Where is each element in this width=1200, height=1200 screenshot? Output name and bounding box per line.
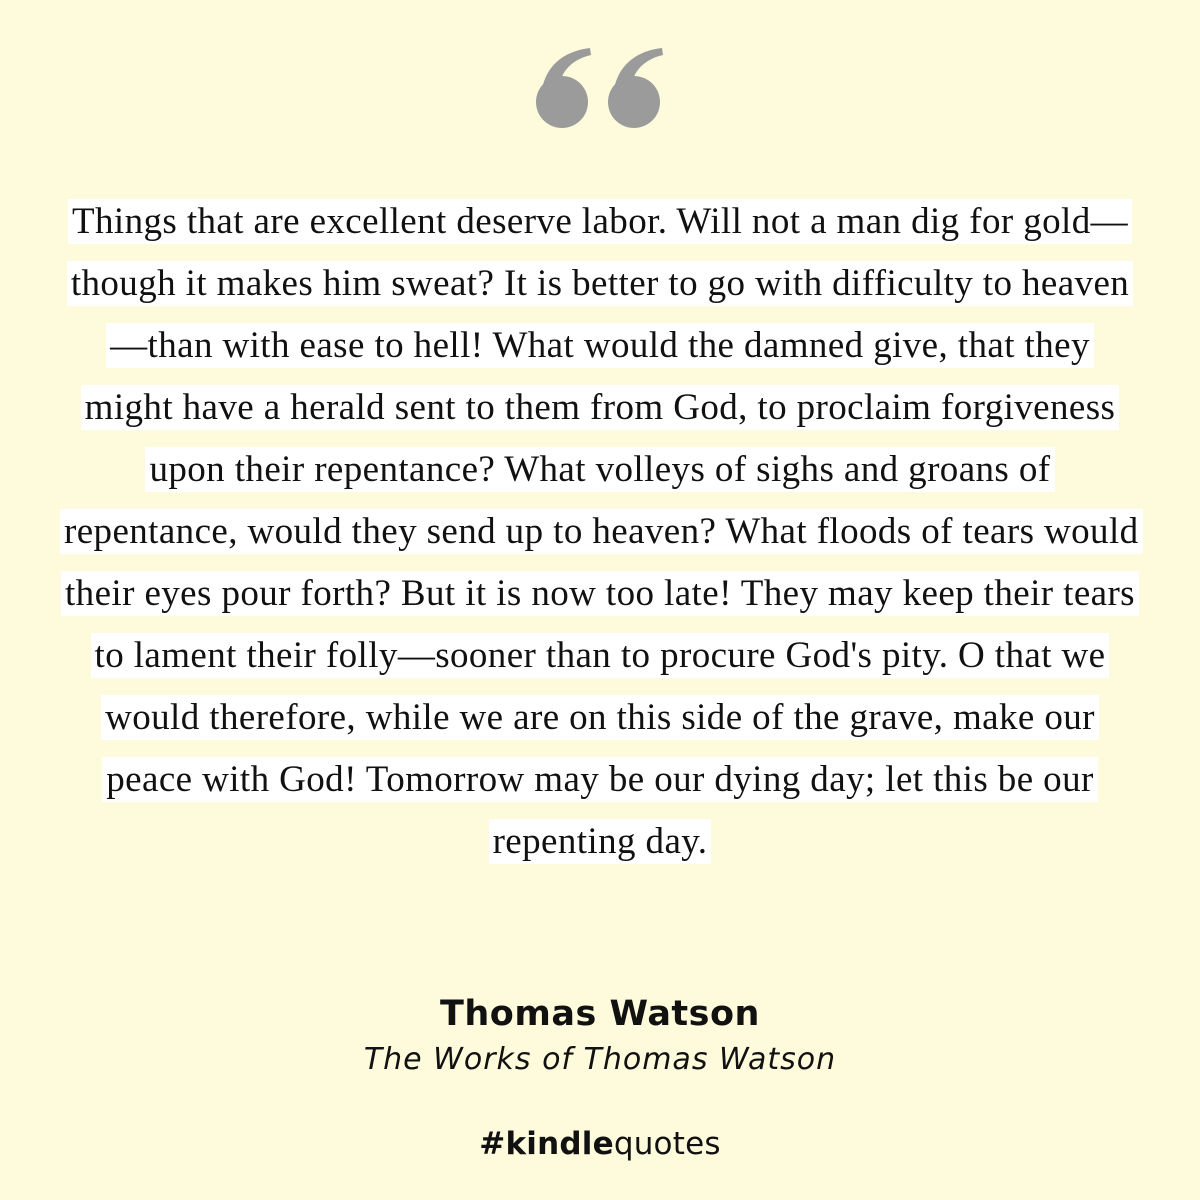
hashtag-prefix: #kindle bbox=[479, 1126, 614, 1162]
quote-text bbox=[60, 191, 1140, 873]
book-title: The Works of Thomas Watson bbox=[363, 1042, 837, 1077]
quote-text-content: Things that are excellent deserve labor. Will not a man dig for gold—though it makes him sweat? It is better to go with difficulty to heaven—than with ease to hell! What would the damned give, that they might have a herald sent to them from God, to proclaim forgiveness upon their repentance? What volleys of sighs and groans of repentance, would they send up to heaven? What floods of tears would their eyes pour forth? But it is now too late! They may keep their tears to lament their folly—sooner than to procure God's pity. O that we would therefore, while we are on this side of the grave, make our peace with God! Tomorrow may be our dying day; let this be our repenting day. bbox=[60, 199, 1143, 864]
kindle-quotes-hashtag bbox=[0, 1126, 1200, 1162]
author-name: Thomas Watson bbox=[440, 994, 760, 1034]
opening-double-quote-icon bbox=[535, 45, 665, 130]
hashtag-suffix: quotes bbox=[613, 1126, 721, 1162]
